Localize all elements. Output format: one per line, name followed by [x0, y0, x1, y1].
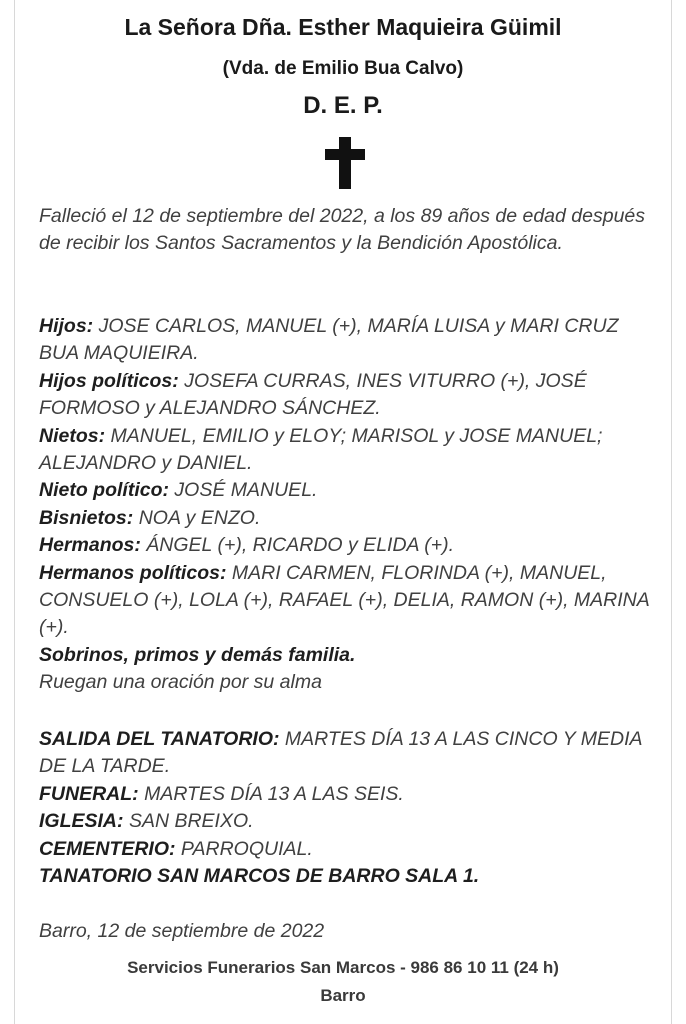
widow-of: (Vda. de Emilio Bua Calvo)	[222, 58, 464, 79]
family-line-nietos: Nietos: MANUEL, EMILIO y ELOY; MARISOL y JOSE MANUEL; ALEJANDRO y DANIEL.	[39, 424, 603, 475]
prayer-line: Ruegan una oración por su alma	[39, 671, 322, 694]
family-line-hijos: Hijos: JOSE CARLOS, MANUEL (+), MARÍA LUISA y MARI CRUZ BUA MAQUIEIRA.	[39, 315, 619, 365]
place-date: Barro, 12 de septiembre de 2022	[39, 920, 325, 942]
family-line-hermanos-politicos: Hermanos políticos: MARI CARMEN, FLORINDA (+), MANUEL, CONSUELO (+), LOLA (+), RAFAEL (+), DELIA, RAMON (+), MARINA (+).	[39, 561, 650, 639]
deceased-name: La Señora Dña. Esther Maquieira Güimil	[124, 14, 562, 40]
funeral-home-town: Barro	[320, 986, 366, 1005]
cross-icon	[325, 137, 365, 189]
service-line-iglesia: IGLESIA: SAN BREIXO.	[39, 810, 254, 833]
family-line-hijos-politicos: Hijos políticos: JOSEFA CURRAS, INES VITURRO (+), JOSÉ FORMOSO y ALEJANDRO SÁNCHEZ.	[39, 369, 587, 420]
relatives-line: Sobrinos, primos y demás familia.	[39, 643, 356, 666]
tanatorio-line: TANATORIO SAN MARCOS DE BARRO SALA 1.	[39, 865, 480, 888]
services-list	[39, 726, 659, 890]
family-line-nieto-politico: Nieto político: JOSÉ MANUEL.	[39, 479, 318, 502]
intro-text: Falleció el 12 de septiembre del 2022, a los 89 años de edad después de recibir los Santos Sacramentos y la Bendición Apostólica.	[39, 205, 646, 255]
family-list	[39, 313, 659, 697]
family-line-bisnietos: Bisnietos: NOA y ENZO.	[39, 506, 261, 529]
funeral-home-name: Servicios Funerarios San Marcos - 986 86 10 11 (24 h)	[127, 958, 559, 977]
service-line-salida: SALIDA DEL TANATORIO: MARTES DÍA 13 A LAS CINCO Y MEDIA DE LA TARDE.	[39, 728, 642, 778]
family-line-hermanos: Hermanos: ÁNGEL (+), RICARDO y ELIDA (+).	[39, 534, 455, 557]
service-line-funeral: FUNERAL: MARTES DÍA 13 A LAS SEIS.	[39, 782, 404, 805]
dep-heading: D. E. P.	[303, 92, 383, 119]
obituary-card	[14, 0, 672, 1024]
service-line-cementerio: CEMENTERIO: PARROQUIAL.	[39, 837, 313, 860]
